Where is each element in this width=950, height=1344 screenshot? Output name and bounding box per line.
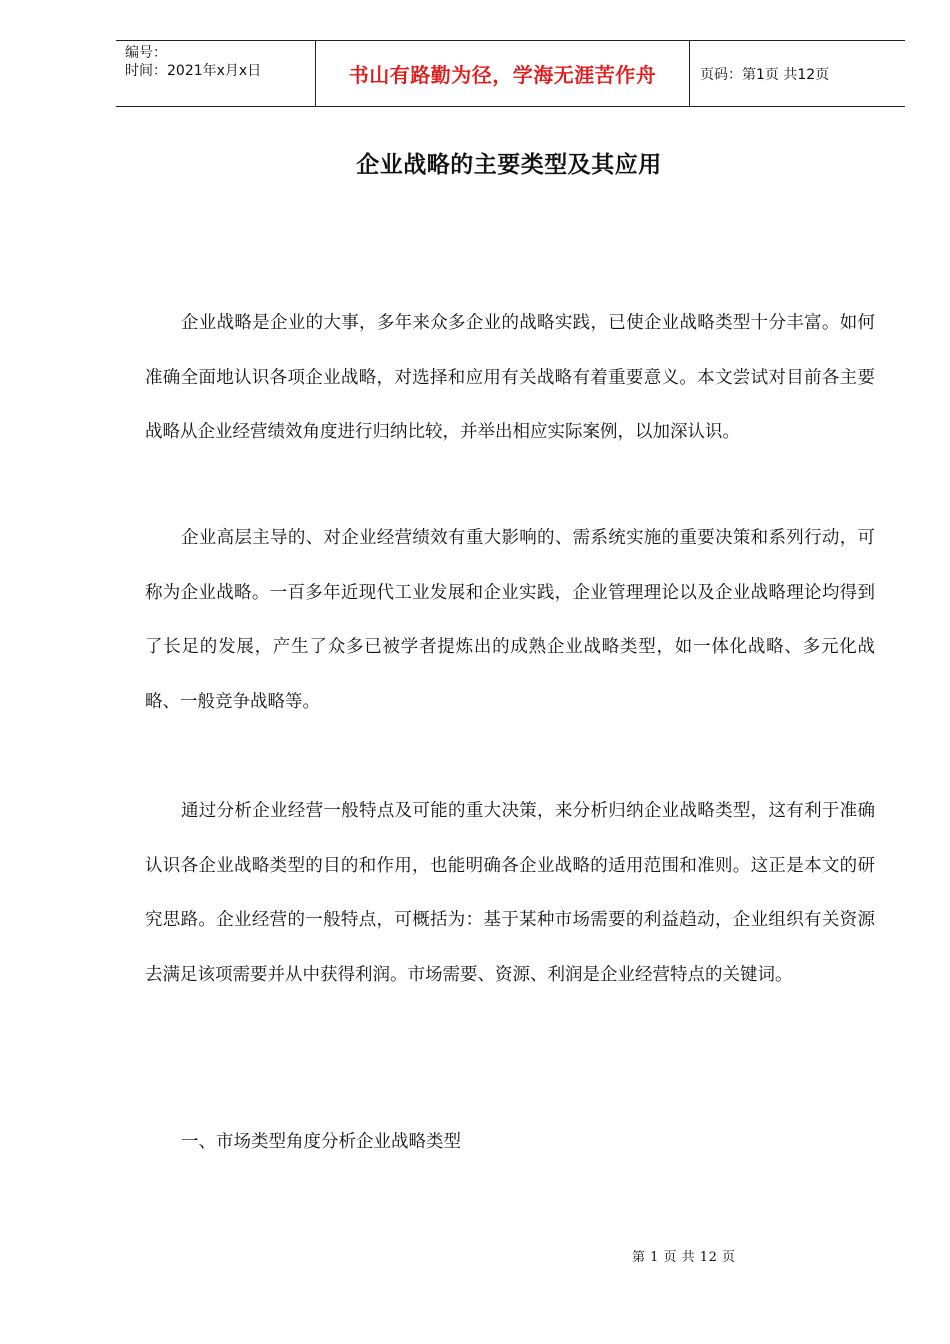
page-footer: 第 1 页 共 12 页 xyxy=(632,1250,736,1265)
section-heading xyxy=(145,1115,875,1170)
paragraph-intro xyxy=(145,296,875,460)
header-motto-cell xyxy=(316,41,690,106)
paragraph-text: 通过分析企业经营一般特点及可能的重大决策，来分析归纳企业战略类型，这有利于准确认识各企业战略类型的目的和作用，也能明确各企业战略的适用范围和准则。这正是本文的研究思路。企业经营的一般特点，可概括为：基于某种市场需要的利益趋动，企业组织有关资源去满足该项需要并从中获得利润。市场需要、资源、利润是企业经营特点的关键词。 xyxy=(145,801,875,985)
paragraph-text: 企业高层主导的、对企业经营绩效有重大影响的、需系统实施的重要决策和系列行动，可称为企业战略。一百多年近现代工业发展和企业实践，企业管理理论以及企业战略理论均得到了长足的发展，产生了众多已被学者提炼出的成熟企业战略类型，如一体化战略、多元化战略、一般竞争战略等。 xyxy=(145,528,875,712)
page-indicator: 页码：第1页 共12页 xyxy=(700,66,830,83)
motto-text: 书山有路勤为径，学海无涯苦作舟 xyxy=(348,63,657,87)
serial-number-label: 编号： xyxy=(125,45,167,61)
paragraph-text: 企业战略是企业的大事，多年来众多企业的战略实践，已使企业战略类型十分丰富。如何准确全面地认识各项企业战略，对选择和应用有关战略有着重要意义。本文尝试对目前各主要战略从企业经营绩效角度进行归纳比较，并举出相应实际案例，以加深认识。 xyxy=(145,313,875,442)
date-label: 时间：2021年x月x日 xyxy=(125,63,262,79)
header-meta-cell xyxy=(116,41,316,106)
header-page-cell xyxy=(690,41,905,106)
paragraph-method xyxy=(145,784,875,1002)
header-table xyxy=(116,40,905,107)
section-heading-text: 一、市场类型角度分析企业战略类型 xyxy=(181,1132,461,1152)
paragraph-definition xyxy=(145,511,875,729)
document-title: 企业战略的主要类型及其应用 xyxy=(356,151,662,178)
